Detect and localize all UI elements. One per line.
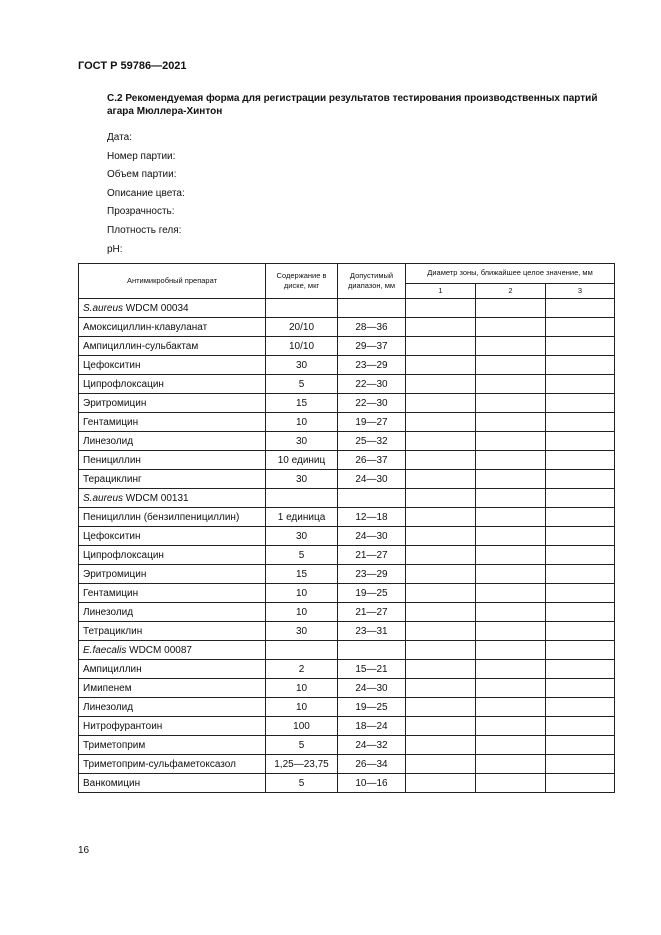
header-col-2: 2 [476, 283, 546, 298]
range-cell: 26—37 [338, 451, 406, 470]
diameter-entry-cell [546, 337, 615, 356]
diameter-entry-cell [546, 622, 615, 641]
diameter-entry-cell [546, 679, 615, 698]
range-cell: 28—36 [338, 318, 406, 337]
diameter-entry-cell [406, 356, 476, 375]
header-range-text: Допустимый диапазон, мм [347, 271, 396, 290]
diameter-entry-cell [476, 660, 546, 679]
content-cell: 100 [266, 717, 338, 736]
empty-cell [476, 489, 546, 508]
empty-cell [338, 489, 406, 508]
diameter-entry-cell [546, 717, 615, 736]
strain-code: WDCM 00131 [123, 492, 189, 504]
diameter-entry-cell [546, 394, 615, 413]
diameter-entry-cell [546, 546, 615, 565]
table-row [79, 337, 615, 356]
diameter-entry-cell [546, 584, 615, 603]
table-row [79, 356, 615, 375]
header-diameter: Диаметр зоны, ближайшее целое значение, мм [406, 264, 615, 284]
species-name: E.faecalis [83, 644, 127, 656]
range-cell: 24—32 [338, 736, 406, 755]
drug-cell: Гентамицин [79, 413, 266, 432]
diameter-entry-cell [546, 470, 615, 489]
diameter-entry-cell [546, 774, 615, 793]
diameter-entry-cell [406, 508, 476, 527]
diameter-entry-cell [476, 337, 546, 356]
table-row [79, 717, 615, 736]
diameter-entry-cell [546, 432, 615, 451]
content-cell: 5 [266, 375, 338, 394]
diameter-entry-cell [476, 394, 546, 413]
range-cell: 15—21 [338, 660, 406, 679]
table-row [79, 622, 615, 641]
table-row [79, 679, 615, 698]
diameter-entry-cell [476, 717, 546, 736]
content-cell: 30 [266, 527, 338, 546]
range-cell: 12—18 [338, 508, 406, 527]
table-row [79, 432, 615, 451]
diameter-entry-cell [406, 337, 476, 356]
strain-code: WDCM 00087 [126, 644, 192, 656]
header-drug: Антимикробный препарат [79, 264, 266, 299]
diameter-entry-cell [476, 546, 546, 565]
strain-code: WDCM 00034 [123, 302, 189, 314]
drug-cell: Пенициллин [79, 451, 266, 470]
field-gel-density-label: Плотность геля: [107, 224, 182, 236]
strain-cell [79, 299, 266, 318]
table-row [79, 527, 615, 546]
content-cell: 20/10 [266, 318, 338, 337]
content-cell: 10 [266, 698, 338, 717]
table-row [79, 774, 615, 793]
document-id: ГОСТ Р 59786—2021 [78, 60, 187, 72]
table-row [79, 451, 615, 470]
range-cell: 26—34 [338, 755, 406, 774]
drug-cell: Ванкомицин [79, 774, 266, 793]
field-ph-label: рН: [107, 243, 123, 255]
drug-cell: Триметоприм [79, 736, 266, 755]
diameter-entry-cell [476, 755, 546, 774]
group-header-row [79, 299, 615, 318]
diameter-entry-cell [406, 432, 476, 451]
diameter-entry-cell [406, 622, 476, 641]
diameter-entry-cell [406, 318, 476, 337]
diameter-entry-cell [546, 318, 615, 337]
field-batch-volume-label: Объем партии: [107, 169, 177, 181]
field-color-description-label: Описание цвета: [107, 187, 185, 199]
drug-cell: Имипенем [79, 679, 266, 698]
empty-cell [406, 299, 476, 318]
drug-cell: Линезолид [79, 603, 266, 622]
range-cell: 18—24 [338, 717, 406, 736]
empty-cell [476, 299, 546, 318]
content-cell: 30 [266, 356, 338, 375]
content-cell: 1,25—23,75 [266, 755, 338, 774]
diameter-entry-cell [546, 508, 615, 527]
table-row [79, 508, 615, 527]
table-row [79, 546, 615, 565]
diameter-entry-cell [406, 375, 476, 394]
table-row [79, 736, 615, 755]
group-header-row [79, 641, 615, 660]
header-range [338, 264, 406, 299]
diameter-entry-cell [476, 679, 546, 698]
drug-cell: Ампициллин [79, 660, 266, 679]
table-row [79, 584, 615, 603]
content-cell: 10 единиц [266, 451, 338, 470]
range-cell: 23—29 [338, 356, 406, 375]
diameter-entry-cell [406, 736, 476, 755]
empty-cell [406, 489, 476, 508]
range-cell: 24—30 [338, 470, 406, 489]
diameter-entry-cell [476, 375, 546, 394]
diameter-entry-cell [406, 413, 476, 432]
table-row [79, 603, 615, 622]
drug-cell: Эритромицин [79, 565, 266, 584]
diameter-entry-cell [546, 527, 615, 546]
range-cell: 19—25 [338, 584, 406, 603]
drug-cell: Ципрофлоксацин [79, 546, 266, 565]
header-col-3: 3 [546, 283, 615, 298]
content-cell: 10 [266, 584, 338, 603]
content-cell: 10 [266, 603, 338, 622]
empty-cell [546, 489, 615, 508]
species-name: S.aureus [83, 492, 124, 504]
drug-cell: Цефокситин [79, 527, 266, 546]
diameter-entry-cell [546, 736, 615, 755]
diameter-entry-cell [546, 660, 615, 679]
range-cell: 29—37 [338, 337, 406, 356]
diameter-entry-cell [406, 679, 476, 698]
diameter-entry-cell [406, 603, 476, 622]
content-cell: 15 [266, 565, 338, 584]
table-row [79, 375, 615, 394]
content-cell: 5 [266, 774, 338, 793]
diameter-entry-cell [406, 451, 476, 470]
content-cell: 30 [266, 432, 338, 451]
diameter-entry-cell [476, 413, 546, 432]
content-cell: 5 [266, 736, 338, 755]
range-cell: 22—30 [338, 375, 406, 394]
drug-cell: Триметоприм-сульфаметоксазол [79, 755, 266, 774]
field-date-label: Дата: [107, 132, 132, 143]
diameter-entry-cell [406, 470, 476, 489]
range-cell: 19—25 [338, 698, 406, 717]
content-cell: 2 [266, 660, 338, 679]
table-row [79, 565, 615, 584]
diameter-entry-cell [476, 584, 546, 603]
diameter-entry-cell [406, 717, 476, 736]
diameter-entry-cell [406, 774, 476, 793]
diameter-entry-cell [476, 774, 546, 793]
content-cell: 30 [266, 470, 338, 489]
page-number: 16 [78, 845, 90, 856]
field-batch-number-label: Номер партии: [107, 150, 176, 162]
diameter-entry-cell [406, 584, 476, 603]
strain-cell [79, 489, 266, 508]
empty-cell [266, 299, 338, 318]
diameter-entry-cell [476, 470, 546, 489]
content-cell: 10 [266, 413, 338, 432]
range-cell: 23—29 [338, 565, 406, 584]
field-transparency-label: Прозрачность: [107, 206, 175, 218]
diameter-entry-cell [476, 508, 546, 527]
empty-cell [266, 641, 338, 660]
empty-cell [546, 299, 615, 318]
drug-cell: Амоксициллин-клавуланат [79, 318, 266, 337]
content-cell: 10 [266, 679, 338, 698]
content-cell: 30 [266, 622, 338, 641]
diameter-entry-cell [406, 698, 476, 717]
diameter-entry-cell [476, 565, 546, 584]
form-fields [107, 131, 185, 261]
table-body [79, 299, 615, 793]
content-cell: 1 единица [266, 508, 338, 527]
content-cell: 15 [266, 394, 338, 413]
drug-cell: Пенициллин (бензилпенициллин) [79, 508, 266, 527]
content-cell: 5 [266, 546, 338, 565]
empty-cell [406, 641, 476, 660]
diameter-entry-cell [476, 698, 546, 717]
diameter-entry-cell [406, 755, 476, 774]
table-row [79, 470, 615, 489]
range-cell: 10—16 [338, 774, 406, 793]
diameter-entry-cell [476, 622, 546, 641]
diameter-entry-cell [546, 356, 615, 375]
diameter-entry-cell [406, 546, 476, 565]
range-cell: 22—30 [338, 394, 406, 413]
strain-cell [79, 641, 266, 660]
diameter-entry-cell [546, 603, 615, 622]
range-cell: 21—27 [338, 546, 406, 565]
drug-cell: Линезолид [79, 698, 266, 717]
diameter-entry-cell [406, 394, 476, 413]
diameter-entry-cell [546, 451, 615, 470]
table-row [79, 755, 615, 774]
header-col-1: 1 [406, 283, 476, 298]
drug-cell: Терациклинг [79, 470, 266, 489]
table-row [79, 413, 615, 432]
diameter-entry-cell [476, 356, 546, 375]
diameter-entry-cell [476, 451, 546, 470]
diameter-entry-cell [406, 565, 476, 584]
diameter-entry-cell [406, 660, 476, 679]
range-cell: 25—32 [338, 432, 406, 451]
diameter-entry-cell [546, 755, 615, 774]
range-cell: 24—30 [338, 527, 406, 546]
diameter-entry-cell [406, 527, 476, 546]
drug-cell: Линезолид [79, 432, 266, 451]
diameter-entry-cell [546, 413, 615, 432]
header-content-text: Содержание в диске, мкг [276, 271, 327, 290]
drug-cell: Нитрофурантоин [79, 717, 266, 736]
content-cell: 10/10 [266, 337, 338, 356]
drug-cell: Ампициллин-сульбактам [79, 337, 266, 356]
diameter-entry-cell [476, 527, 546, 546]
drug-cell: Эритромицин [79, 394, 266, 413]
table-row [79, 394, 615, 413]
empty-cell [338, 299, 406, 318]
empty-cell [266, 489, 338, 508]
species-name: S.aureus [83, 302, 124, 314]
group-header-row [79, 489, 615, 508]
results-table [78, 263, 615, 793]
range-cell: 21—27 [338, 603, 406, 622]
diameter-entry-cell [546, 698, 615, 717]
diameter-entry-cell [476, 318, 546, 337]
header-content [266, 264, 338, 299]
drug-cell: Гентамицин [79, 584, 266, 603]
diameter-entry-cell [476, 432, 546, 451]
empty-cell [476, 641, 546, 660]
diameter-entry-cell [476, 603, 546, 622]
diameter-entry-cell [546, 565, 615, 584]
table-row [79, 660, 615, 679]
drug-cell: Цефокситин [79, 356, 266, 375]
diameter-entry-cell [476, 736, 546, 755]
range-cell: 24—30 [338, 679, 406, 698]
empty-cell [338, 641, 406, 660]
table-row [79, 318, 615, 337]
drug-cell: Тетрациклин [79, 622, 266, 641]
table-row [79, 698, 615, 717]
diameter-entry-cell [546, 375, 615, 394]
section-title: С.2 Рекомендуемая форма для регистрации результатов тестирования производственных партий агара Мюллера-Хинтон [107, 93, 598, 117]
range-cell: 23—31 [338, 622, 406, 641]
drug-cell: Ципрофлоксацин [79, 375, 266, 394]
empty-cell [546, 641, 615, 660]
range-cell: 19—27 [338, 413, 406, 432]
